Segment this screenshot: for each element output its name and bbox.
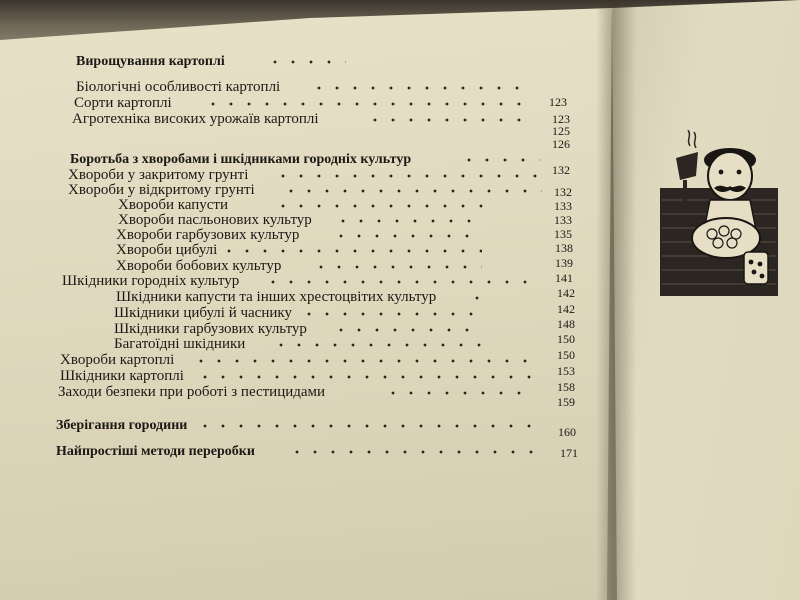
toc-entry-title: Шкідники городніх культур	[62, 273, 240, 289]
cook-illustration	[648, 130, 780, 300]
leader-dots	[384, 387, 534, 399]
page-number: 123	[552, 112, 570, 126]
leader-dots	[272, 339, 482, 351]
page-number: 158	[557, 380, 575, 394]
page-number: 148	[557, 317, 575, 331]
toc-entry-title: Заходи безпеки при роботі з пестицидами	[58, 384, 326, 400]
page-number: 139	[555, 256, 573, 270]
toc-entry-title: Найпростіші методи переробки	[56, 444, 255, 459]
toc-entry	[72, 110, 319, 128]
page-number: 126	[552, 137, 570, 151]
page-number: 142	[557, 302, 575, 316]
page-number: 125	[552, 124, 570, 138]
leader-dots	[366, 114, 532, 126]
page-number: 153	[557, 364, 575, 378]
page-number: 123	[549, 95, 567, 109]
page-number: 160	[558, 425, 576, 439]
toc-entry	[56, 416, 187, 434]
page-number: 142	[557, 286, 575, 300]
leader-dots	[468, 292, 486, 304]
page-number: 138	[555, 241, 573, 255]
toc-entry-title: Багатоїдні шкідники	[114, 336, 246, 352]
toc-entry-title: Вирощування картоплі	[76, 54, 225, 69]
toc-entry-title: Біологічні особливості картоплі	[76, 79, 281, 95]
toc-entry-title: Хвороби капусти	[118, 197, 229, 213]
toc-entry-title: Шкідники картоплі	[60, 368, 184, 384]
leader-dots	[312, 261, 482, 273]
toc-entry-title: Хвороби у закритому грунті	[68, 167, 249, 183]
spoon-handle	[683, 180, 687, 202]
toc-entry	[56, 442, 255, 460]
toc-entry-title: Хвороби бобових культур	[116, 258, 282, 274]
leader-dots	[264, 276, 534, 288]
face	[708, 152, 752, 200]
page-number: 141	[555, 271, 573, 285]
jar-icon	[744, 252, 768, 284]
leader-dots	[220, 245, 482, 257]
page-number: 135	[554, 227, 572, 241]
steam-icon	[688, 130, 696, 148]
toc-entry-title: Агротехніка високих урожаїв картоплі	[72, 111, 319, 127]
leader-dots	[266, 56, 346, 68]
leader-dots	[288, 446, 538, 458]
leader-dots	[332, 324, 482, 336]
leader-dots	[192, 355, 536, 367]
toc-entry-title: Шкідники цибулі й часнику	[114, 305, 292, 321]
toc-entry	[58, 383, 325, 401]
leader-dots	[274, 170, 538, 182]
eye-right	[737, 170, 742, 175]
toc-entry-title: Зберігання городини	[56, 418, 188, 433]
leader-dots	[300, 308, 482, 320]
spoon-icon	[676, 152, 698, 180]
page-number: 150	[557, 348, 575, 362]
page-number: 132	[554, 185, 572, 199]
page-number: 171	[560, 446, 578, 460]
toc-entry-title: Хвороби пасльонових культур	[118, 212, 312, 228]
leader-dots	[196, 371, 536, 383]
leader-dots	[282, 185, 542, 197]
right-page	[612, 0, 800, 600]
toc-entry-title: Боротьба з хворобами і шкідниками городніх культур	[70, 152, 412, 167]
leader-dots	[334, 215, 484, 227]
page-number: 132	[552, 163, 570, 177]
toc-entry-title: Шкідники гарбузових культур	[114, 321, 307, 337]
leader-dots	[196, 420, 536, 432]
toc-entry-title: Шкідники капусти та інших хрестоцвітих культур	[116, 289, 437, 305]
toc-entry	[76, 52, 225, 70]
page-number: 159	[557, 395, 575, 409]
leader-dots	[460, 154, 540, 166]
toc-entry-title: Хвороби цибулі	[116, 242, 218, 258]
toc-entry-title: Сорти картоплі	[74, 95, 172, 111]
page-number: 133	[554, 199, 572, 213]
leader-dots	[310, 82, 532, 94]
toc-entry-title: Хвороби гарбузових культур	[116, 227, 300, 243]
page-number: 133	[554, 213, 572, 227]
leader-dots	[204, 98, 530, 110]
toc-entry-title: Хвороби у відкритому грунті	[68, 182, 255, 198]
leader-dots	[332, 230, 482, 242]
eye-left	[719, 170, 724, 175]
toc-entry-title: Хвороби картоплі	[60, 352, 175, 368]
page-number: 150	[557, 332, 575, 346]
